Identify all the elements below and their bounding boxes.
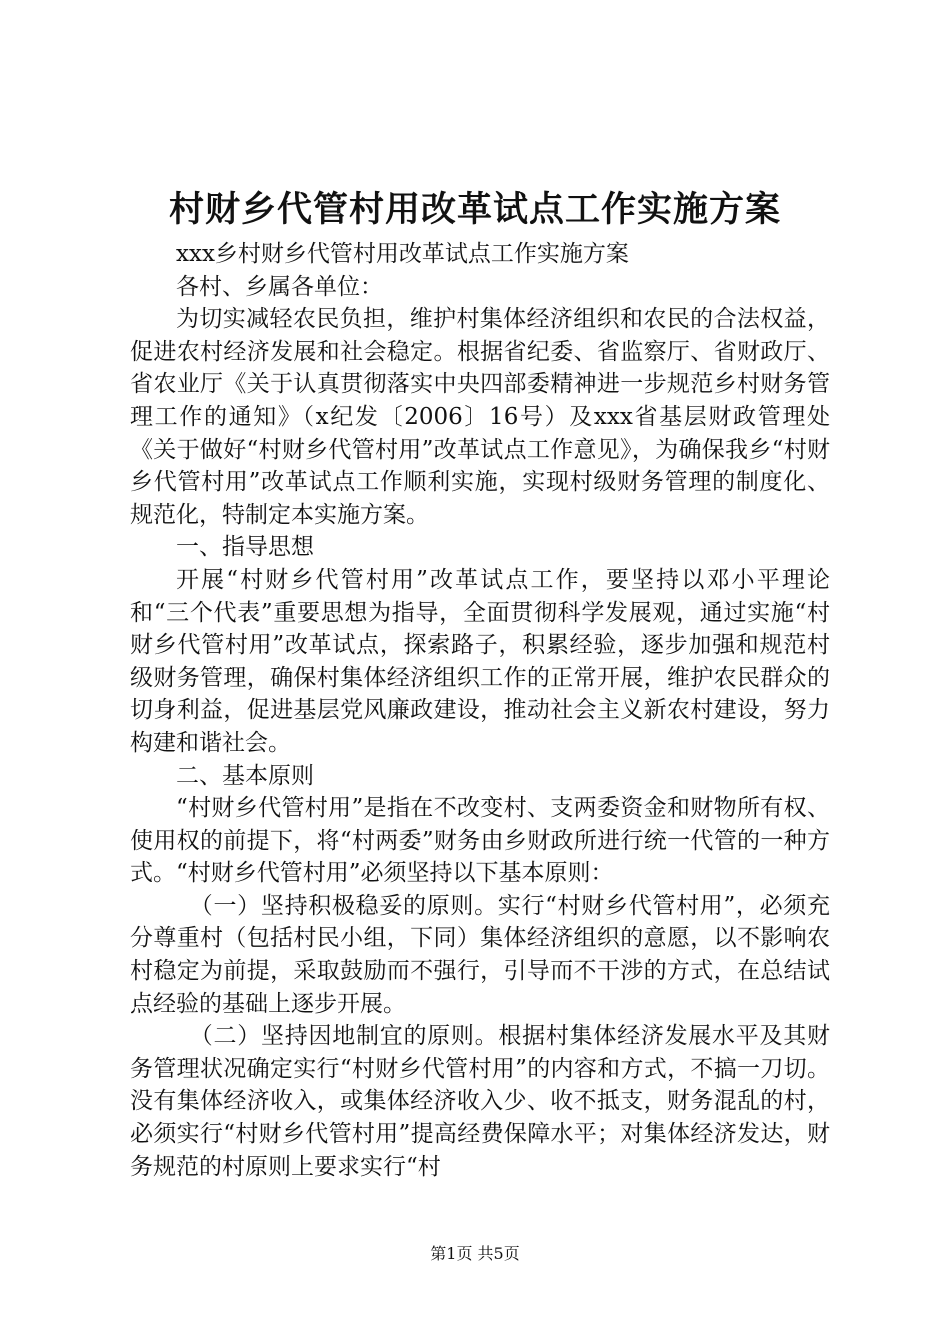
page-footer: 第1页 共5页 — [430, 1244, 520, 1263]
section-heading-guiding-ideology: 一、指导思想 — [176, 534, 314, 561]
paragraph-principle-2: （二）坚持因地制宜的原则。根据村集体经济发展水平及其财务管理状况确定实行“村财乡代管村用”的内容和方式，不搞一刀切。没有集体经济收入，或集体经济收入少、收不抵支，财务混乱的村，必须实行“村财乡代管村用”提高经费保障水平；对集体经济发达，财务规范的村原则上要求实行“村 — [130, 1023, 830, 1180]
salutation: 各村、乡属各单位： — [176, 273, 383, 300]
paragraph-basic-principles: “村财乡代管村用”是指在不改变村、支两委资金和财物所有权、使用权的前提下，将“村两委”财务由乡财政所进行统一代管的一种方式。“村财乡代管村用”必须坚持以下基本原则： — [130, 795, 830, 887]
document-subtitle: xxx乡村财乡代管村用改革试点工作实施方案 — [176, 241, 629, 267]
section-heading-basic-principles: 二、基本原则 — [176, 762, 314, 789]
document-body — [130, 238, 830, 1183]
paragraph-intro: 为切实减轻农民负担，维护村集体经济组织和农民的合法权益，促进农村经济发展和社会稳定。根据省纪委、省监察厅、省财政厅、省农业厅《关于认真贯彻落实中央四部委精神进一步规范乡村财务管理工作的通知》（x纪发〔2006〕16号）及xxx省基层财政管理处《关于做好“村财乡代管村用”改革试点工作意见》，为确保我乡“村财乡代管村用”改革试点工作顺利实施，实现村级财务管理的制度化、规范化，特制定本实施方案。 — [130, 306, 830, 528]
paragraph-guiding-ideology: 开展“村财乡代管村用”改革试点工作，要坚持以邓小平理论和“三个代表”重要思想为指导，全面贯彻科学发展观，通过实施“村财乡代管村用”改革试点，探索路子，积累经验，逐步加强和规范村级财务管理，确保村集体经济组织工作的正常开展，维护农民群众的切身利益，促进基层党风廉政建设，推动社会主义新农村建设，努力构建和谐社会。 — [130, 566, 830, 756]
document-title: 村财乡代管村用改革试点工作实施方案 — [168, 189, 781, 230]
paragraph-principle-1: （一）坚持积极稳妥的原则。实行“村财乡代管村用”，必须充分尊重村（包括村民小组，下同）集体经济组织的意愿，以不影响农村稳定为前提，采取鼓励而不强行，引导而不干涉的方式，在总结试点经验的基础上逐步开展。 — [130, 892, 830, 1017]
